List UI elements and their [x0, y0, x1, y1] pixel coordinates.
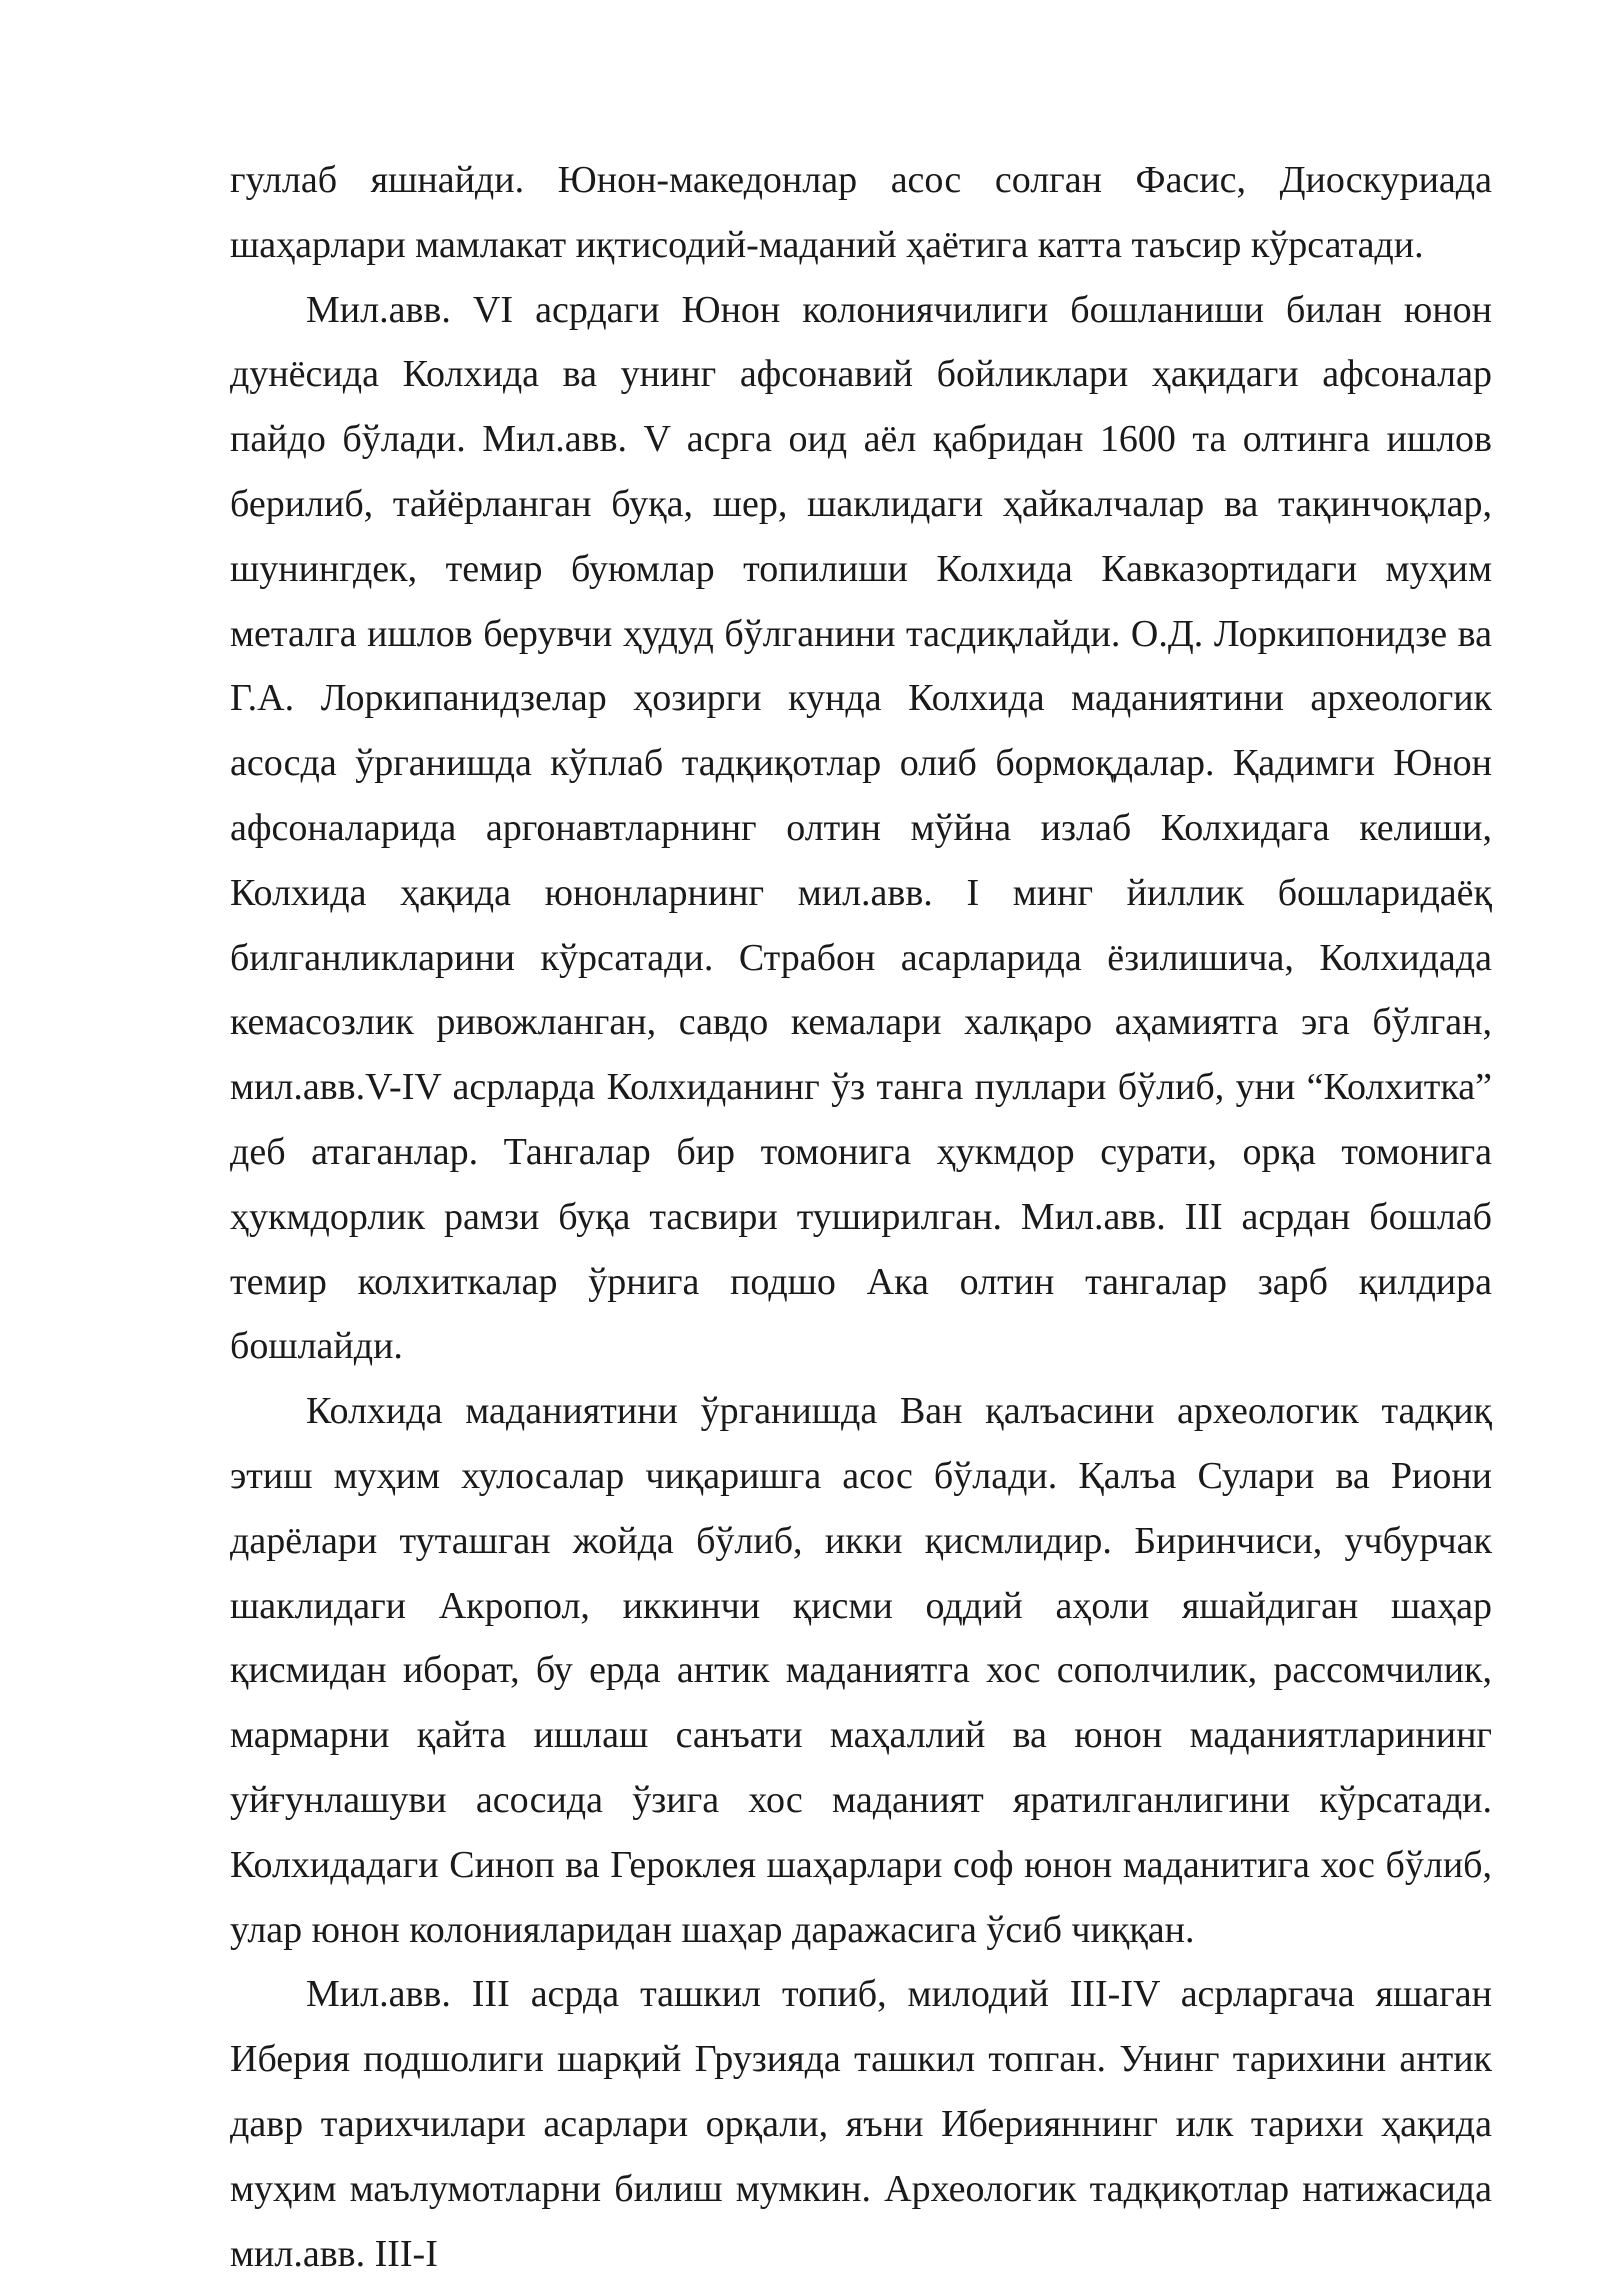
- paragraph-colchis-history: Мил.авв. VI асрдаги Юнон колониячилиги бошланиши билан юнон дунёсида Колхида ва унинг афсонавий бойликлари ҳақидаги афсоналар пайдо бўлади. Мил.авв. V асрга оид аёл қабридан 1600 та олтинга ишлов берилиб, тайёрланган буқа, шер, шаклидаги ҳайкалчалар ва тақинчоқлар, шунингдек, темир буюмлар топилиши Колхида Кавказортидаги муҳим металга ишлов берувчи ҳудуд бўлганини тасдиқлайди. О.Д. Лоркипонидзе ва Г.А. Лоркипанидзелар ҳозирги кунда Колхида маданиятини археологик асосда ўрганишда кўплаб тадқиқотлар олиб бормоқдалар. Қадимги Юнон афсоналарида аргонавтларнинг олтин мўйна излаб Колхидага келиши, Колхида ҳақида юнонларнинг мил.авв. I минг йиллик бошларидаёқ билганликларини кўрсатади. Страбон асарларида ёзилишича, Колхидада кемасозлик ривожланган, савдо кемалари халқаро аҳамиятга эга бўлган, мил.авв.V-IV асрларда Колхиданинг ўз танга пуллари бўлиб, уни “Колхитка” деб атаганлар. Тангалар бир томонига ҳукмдор сурати, орқа томонига ҳукмдорлик рамзи буқа тасвири туширилган. Мил.авв. III асрдан бошлаб темир колхиткалар ўрнига подшо Ака олтин тангалар зарб қилдира бошлайди.: [230, 288, 1492, 1368]
- paragraph-iberia: Мил.авв. III асрда ташкил топиб, милодий III-IV асрларгача яшаган Иберия подшолиги шарқий Грузияда ташкил топган. Унинг тарихини антик давр тарихчилари асарлари орқали, яъни Иберияннинг илк тарихи ҳақида муҳим маълумотларни билиш мумкин. Археологик тадқиқотлар натижасида мил.авв. III-I: [230, 1973, 1492, 2275]
- document-page: [230, 148, 1492, 2286]
- paragraph-continuation: гуллаб яшнайди. Юнон-македонлар асос солган Фасис, Диоскуриада шаҳарлари мамлакат иқтисодий-маданий ҳаётига катта таъсир кўрсатади.: [230, 159, 1492, 266]
- paragraph-van-fortress: Колхида маданиятини ўрганишда Ван қалъасини археологик тадқиқ этиш муҳим хулосалар чиқаришга асос бўлади. Қалъа Сулари ва Риони дарёлари туташган жойда бўлиб, икки қисмлидир. Биринчиси, учбурчак шаклидаги Акропол, иккинчи қисми оддий аҳоли яшайдиган шаҳар қисмидан иборат, бу ерда антик маданиятга хос сополчилик, рассомчилик, мармарни қайта ишлаш санъати маҳаллий ва юнон маданиятларининг уйғунлашуви асосида ўзига хос маданият яратилганлигини кўрсатади. Колхидадаги Синоп ва Героклея шаҳарлари соф юнон маданитига хос бўлиб, улар юнон колонияларидан шаҳар даражасига ўсиб чиққан.: [230, 1390, 1492, 1951]
